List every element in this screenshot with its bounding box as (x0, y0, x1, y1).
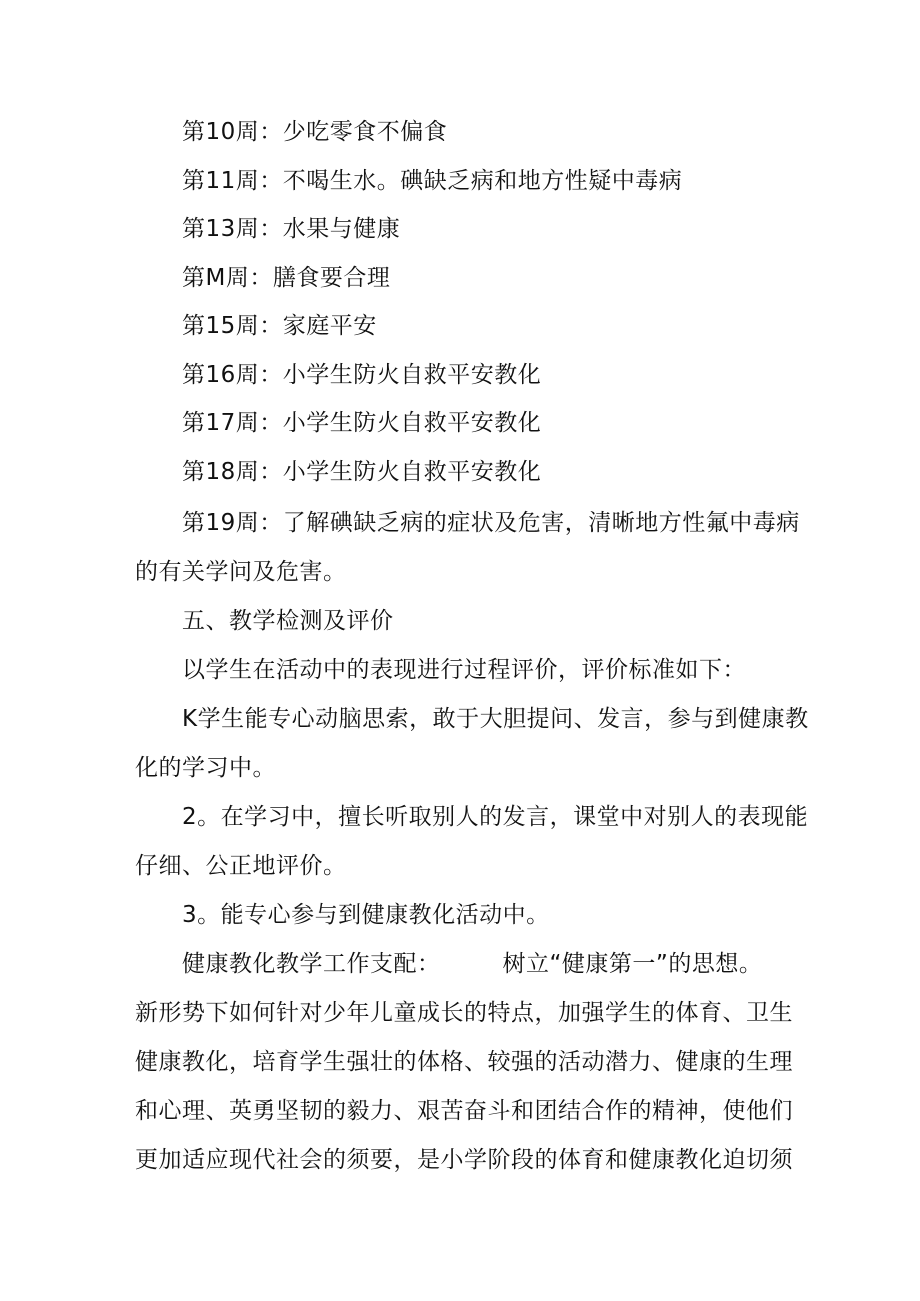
criterion-2-line2: 仔细、公正地评价。 (135, 853, 347, 879)
plan-line-3: 和心理、英勇坚韧的毅力、艰苦奋斗和团结合作的精神，使他们 (135, 1098, 793, 1124)
criterion-1-line1: K学生能专心动脑思索，敢于大胆提问、发言，参与到健康教 (182, 706, 809, 732)
plan-title-rest: 树立“健康第一”的思想。 (502, 951, 763, 977)
week-17-item: 第17周：小学生防火自救平安教化 (182, 410, 542, 436)
criterion-3: 3。能专心参与到健康教化活动中。 (182, 902, 550, 928)
plan-line-4: 更加适应现代社会的须要，是小学阶段的体育和健康教化迫切须 (135, 1147, 793, 1173)
week-19-item-line1: 第19周：了解碘缺乏病的症状及危害，清晰地方性氟中毒病 (182, 510, 800, 536)
section-heading: 五、教学检测及评价 (182, 608, 394, 634)
plan-title: 健康教化教学工作支配： (182, 951, 441, 977)
week-11-item: 第11周：不喝生水。碘缺乏病和地方性疑中毒病 (182, 168, 683, 194)
week-13-item: 第13周：水果与健康 (182, 216, 401, 242)
plan-line-1: 新形势下如何针对少年儿童成长的特点，加强学生的体育、卫生 (135, 1000, 793, 1026)
criterion-1-line2: 化的学习中。 (135, 755, 276, 781)
week-18-item: 第18周：小学生防火自救平安教化 (182, 459, 542, 485)
week-10-item: 第10周：少吃零食不偏食 (182, 119, 448, 145)
plan-title-line (182, 949, 795, 979)
week-15-item: 第15周：家庭平安 (182, 313, 377, 339)
plan-line-2: 健康教化，培育学生强壮的体格、较强的活动潜力、健康的生理 (135, 1049, 793, 1075)
week-14-item: 第M周：膳食要合理 (182, 265, 391, 291)
week-16-item: 第16周：小学生防火自救平安教化 (182, 362, 542, 388)
evaluation-intro: 以学生在活动中的表现进行过程评价，评价标准如下： (182, 657, 746, 683)
week-19-item-line2: 的有关学问及危害。 (135, 559, 347, 585)
criterion-2-line1: 2。在学习中，擅长听取别人的发言，课堂中对别人的表现能 (182, 804, 809, 830)
